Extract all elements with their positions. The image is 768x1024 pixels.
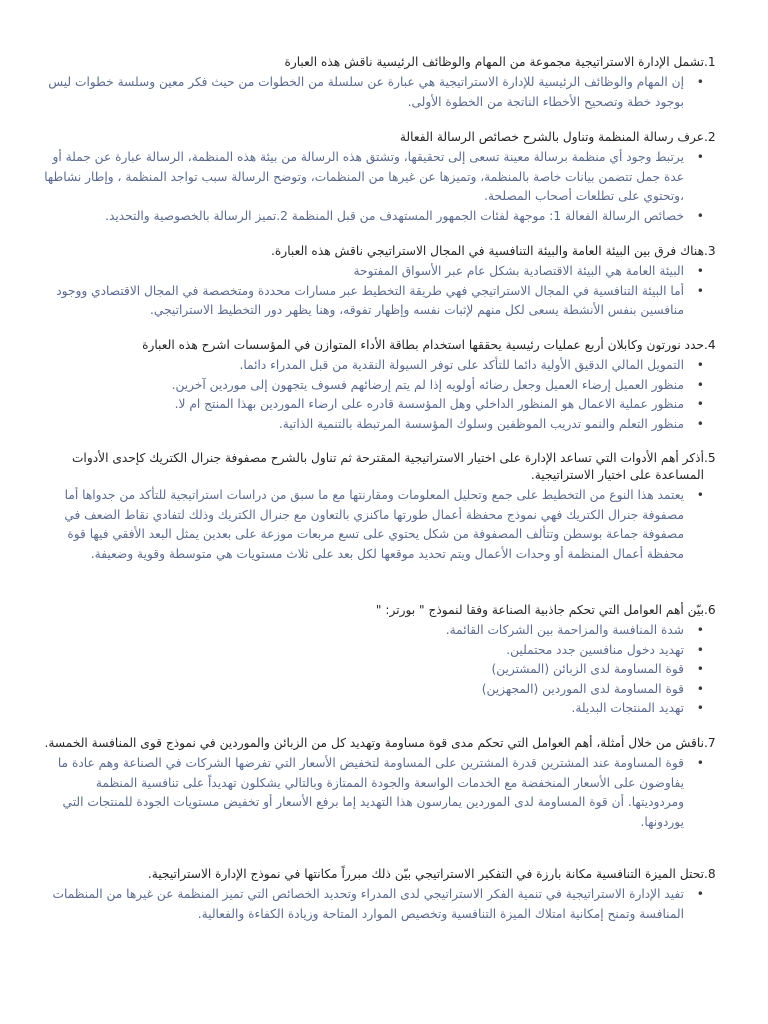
- answer-list: [40, 356, 728, 434]
- question-number: .6: [704, 603, 716, 617]
- answer-item: • تهديد دخول منافسين جدد محتملين.: [40, 641, 684, 661]
- answer-item: • منظور عملية الاعمال هو المنظور الداخلي وهل المؤسسة قادره على ارضاء الموردين بهذا المنتج ام لا.: [40, 395, 684, 415]
- question-number: .1: [704, 55, 716, 69]
- question-4: [40, 337, 728, 434]
- question-line: [40, 243, 728, 260]
- answer-item: • التمويل المالي الدقيق الأولية دائما للتأكد على توفر السيولة النقدية من قبل المدراء دائما.: [40, 356, 684, 376]
- question-line: [40, 54, 728, 71]
- question-number: .3: [704, 244, 716, 258]
- question-5: [40, 450, 728, 564]
- question-number: .4: [704, 338, 716, 352]
- answer-item: • إن المهام والوظائف الرئيسية للإدارة الاستراتيجية هي عبارة عن سلسلة من الخطوات من حيث فكر معين وسلسة خطوات ليس بوجود خطة وتصحيح الأخطاء الناتجة من الخطوة الأولى.: [40, 73, 684, 112]
- question-text: عرف رسالة المنظمة وتناول بالشرح خصائص الرسالة الفعالة: [399, 130, 704, 144]
- question-3: [40, 243, 728, 321]
- answer-item: • يرتبط وجود أي منظمة برسالة معينة تسعى إلى تحقيقها، وتشتق هذه الرسالة من بيئة هذه المنظمة، الرسالة عبارة عن جملة أو عدة جمل تتضمن بيانات خاصة بالمنظمة، وتميزها عن غيرها من المنظمات، وتوضح الرسالة سبب تواجد المنظمة ، وإطار نشاطها ،وتحتوي على تطلعات أصحاب المصلحة.: [40, 148, 684, 207]
- question-6: [40, 602, 728, 719]
- answer-item: • منظور العميل إرضاء العميل وجعل رضائه أولويه إذا لم يتم إرضائهم فسوف يتجهون إلى موردين آخرين.: [40, 376, 684, 396]
- answer-item: • تفيد الإدارة الاستراتيجية في تنمية الفكر الاستراتيجي لدى المدراء وتحديد الخصائص التي تميز المنظمة عن غيرها من المنظمات المنافسة وتمنح إمكانية امتلاك الميزة التنافسية وتخصيص الموارد المتاحة وزيادة الكفاءة والفعالية.: [40, 885, 684, 924]
- question-1: [40, 54, 728, 112]
- question-number: .5: [704, 451, 716, 465]
- answer-item: • يعتمد هذا النوع من التخطيط على جمع وتحليل المعلومات ومقارنتها مع ما سبق من دراسات استراتيجية للتأكد من جدواها أما مصفوفة جنرال الكتريك فهي نموذج محفظة أعمال طورتها ماكنزي بالتعاون مع جنرال الكتريك وذلك لتفادي نقاط الضعف في مصفوفة جماعة بوسطن وتتألف المصفوفة من شكل يحتوي على تسع مربعات موزعة على بعدين يمثل البعد الأفقي فيها قوة محفظة أعمال المنظمة أو وحدات الأعمال ويتم تحديد موقعها لكل بعد على ثلاث مستويات هي متوسطة وقوية وضعيفة.: [40, 486, 684, 564]
- question-7: [40, 735, 728, 832]
- answer-item: • البيئة العامة هي البيئة الاقتصادية بشكل عام عبر الأسواق المفتوحة: [40, 262, 684, 282]
- question-2: [40, 129, 728, 226]
- question-line: [40, 129, 728, 146]
- answer-list: [40, 148, 728, 226]
- question-line: [40, 735, 728, 752]
- question-text: أذكر أهم الأدوات التي تساعد الإدارة على اختيار الاستراتيجية المقترحة ثم تناول بالشرح مصفوفة جنرال الكتريك كإحدى الأدوات المساعدة على اختيار الاستراتيجية.: [71, 451, 704, 482]
- answer-list: [40, 621, 728, 719]
- answer-list: [40, 73, 728, 112]
- question-text: هناك فرق بين البيئة العامة والبيئة التنافسية في المجال الاستراتيجي ناقش هذه العبارة.: [271, 244, 704, 258]
- answer-item: • قوة المساومة لدى الموردين (المجهزين): [40, 680, 684, 700]
- answer-item: • قوة المساومة عند المشترين قدرة المشترين على المساومة لتخفيض الأسعار التي تفرضها الشركات في الصناعة وهم عادة ما يفاوضون على الأسعار المنخفضة مع الخدمات الواسعة والجودة الممتازة وبالتالي يشكلون تهديداً على تنافسية المنظمة ومردوديتها. أن قوة المساومة لدى الموردين يمارسون هذا التهديد إما برفع الأسعار أو تخفيض مستويات الجودة للمنتجات التي يوردونها.: [40, 754, 684, 832]
- answer-list: [40, 486, 728, 564]
- question-number: .7: [704, 736, 716, 750]
- answer-item: • قوة المساومة لدى الزبائن (المشترين): [40, 660, 684, 680]
- question-number: .2: [704, 130, 716, 144]
- question-text: تحتل الميزة التنافسية مكانة بارزة في التفكير الاستراتيجي بيّن ذلك مبرراً مكانتها في نموذج الإدارة الاستراتيجية.: [147, 867, 704, 881]
- question-line: [40, 337, 728, 354]
- answer-list: [40, 262, 728, 321]
- answer-list: [40, 754, 728, 832]
- answer-item: • تهديد المنتجات البديلة.: [40, 699, 684, 719]
- answer-item: • منظور التعلم والنمو تدريب الموظفين وسلوك المؤسسة المرتبطة بالتنمية الذاتية.: [40, 415, 684, 435]
- answer-item: • شدة المنافسة والمزاحمة بين الشركات القائمة.: [40, 621, 684, 641]
- question-number: .8: [704, 867, 716, 881]
- question-line: [40, 866, 728, 883]
- question-text: حدد نورتون وكابلان أربع عمليات رئيسية يحققها استخدام بطاقة الأداء المتوازن في المؤسسات اشرح هذه العبارة: [142, 338, 704, 352]
- question-text: تشمل الإدارة الاستراتيجية مجموعة من المهام والوظائف الرئيسية ناقش هذه العبارة: [284, 55, 704, 69]
- question-line: [40, 450, 728, 484]
- answer-item: • أما البيئة التنافسية في المجال الاستراتيجي فهي طريقة التخطيط عبر مسارات محددة ومتخصصة في المجال الاقتصادي ووجود منافسين بنفس الأنشطة يسعى لكل منهم لإثبات نفسه وإظهار تفوقه، وهنا يظهر دور التخطيط الاستراتيجي.: [40, 282, 684, 321]
- question-8: [40, 866, 728, 924]
- question-text: ناقش من خلال أمثلة، أهم العوامل التي تحكم مدى قوة مساومة وتهديد كل من الزبائن والموردين في نموذج قوى المنافسة الخمسة.: [44, 736, 704, 750]
- answer-item: • خصائص الرسالة الفعالة 1: موجهة لفئات الجمهور المستهدف من قبل المنظمة 2.تميز الرسالة بالخصوصية والتحديد.: [40, 207, 684, 227]
- answer-list: [40, 885, 728, 924]
- question-line: [40, 602, 728, 619]
- question-text: بيّن أهم العوامل التي تحكم جاذبية الصناعة وفقا لنموذج " بورتر: ": [375, 603, 704, 617]
